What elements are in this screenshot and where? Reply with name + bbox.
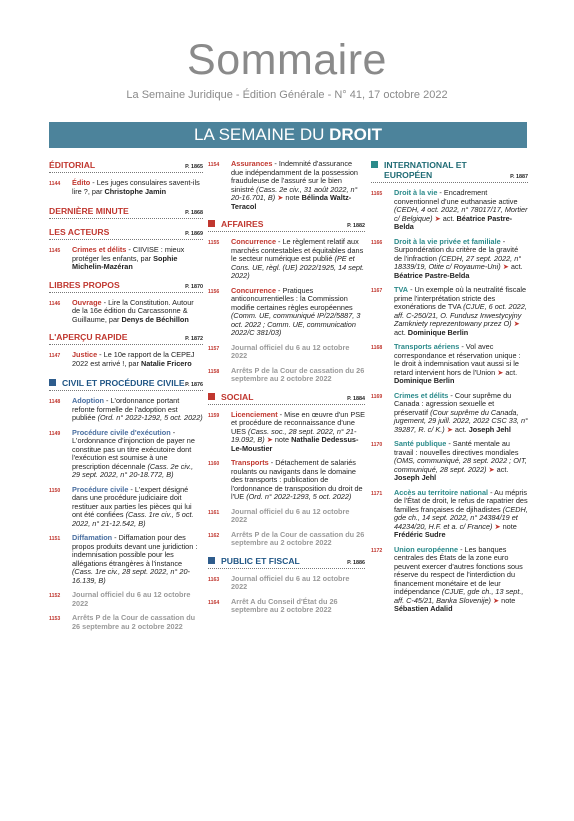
arrow-icon: ➤ (446, 424, 453, 434)
entry-reference: (CJUE, 6 oct. 2022, aff. C-250/21, O. Fundusz Inwestycyjny Zamkniety reprezentowany przez O) (394, 302, 527, 328)
entry-note: note (285, 193, 302, 202)
arrow-icon: ➤ (488, 464, 495, 474)
toc-entry[interactable] (49, 534, 203, 585)
section-libres-propos (49, 280, 203, 293)
entry-note: act. (505, 367, 518, 377)
toc-entry[interactable] (208, 531, 365, 548)
entry-note: act. (454, 424, 469, 434)
entry-body: - Au mépris de l'État de droit, le refus de rapatrier des familles françaises de djihadistes (394, 487, 528, 514)
square-icon (208, 393, 215, 400)
section-title: L'APERÇU RAPIDE (49, 332, 128, 342)
entry-number: 1158 (208, 368, 220, 375)
section-public-fiscal (208, 556, 365, 569)
entry-body: - Un exemple où la neutralité fiscale prime l'interprétation stricte des exonérations de TVA (394, 285, 527, 311)
entry-reference: (Ord. n° 2022-1293, 5 oct. 2022) (246, 492, 352, 501)
entry-author: Dominique Berlin (407, 327, 469, 337)
entry-note: act. (394, 327, 408, 337)
toc-entry[interactable] (371, 343, 528, 386)
entry-number: 1170 (371, 442, 383, 448)
entry-author: Frédéric Sudre (394, 530, 446, 539)
entry-reference: (Cass. 2e civ., 31 août 2022, n° 20-16.701, B) (231, 184, 358, 202)
entry-author: Béatrice Pastre-Belda (394, 213, 513, 231)
entry-body: - Détachement de salariés roulants ou navigants dans le domaine des transports : publication de l'ordonnance de transposition du droit de l'UE (231, 458, 363, 501)
entry-body: - Cour suprême du Canada : agression sexuelle et préservatif (394, 390, 512, 417)
entry-reference: (CJUE, gde ch., 13 sept., aff. C-45/21, Banka Slovenije) (394, 587, 524, 605)
entry-category: Crimes et délits (72, 245, 127, 254)
entry-number: 1166 (371, 239, 383, 246)
section-page: P. 1882 (347, 223, 365, 229)
entry-author: Sophie Michelin-Mazéran (72, 253, 178, 271)
entry-category: Arrêts P de la Cour de cassation du 26 septembre au 2 octobre 2022 (231, 529, 365, 547)
entry-reference: (Ord. n° 2022-1292, 5 oct. 2022) (97, 413, 203, 422)
section-title: CIVIL ET PROCÉDURE CIVILE (62, 378, 185, 388)
entry-reference: (OMS, communiqué, 28 sept. 2022 ; OIT, communiqué, 28 sept. 2022) (394, 456, 527, 474)
section-page: P. 1887 (510, 174, 528, 180)
column-left (49, 160, 203, 637)
entry-body: - Les banques centrales des États de la zone euro peuvent exercer d'autres fonctions sous réserve du respect de l'interdiction du financement monétaire et de leur indépendance (394, 544, 523, 596)
entry-category: Ouvrage (72, 297, 102, 307)
section-civil (49, 378, 203, 391)
entry-note: note (501, 595, 516, 605)
toc-entry[interactable] (371, 286, 528, 337)
section-title: ÉDITORIAL (49, 160, 96, 170)
entry-category: Procédure civile d'exécution (72, 427, 171, 437)
section-page: P. 1865 (185, 164, 203, 170)
section-derniere-minute (49, 206, 203, 219)
entry-note: act. (510, 262, 523, 271)
entry-category: Transports (231, 458, 269, 467)
entry-category: Concurrence (231, 285, 277, 295)
entry-author: Joseph Jehl (394, 473, 437, 482)
entry-author: Christophe Jamin (104, 186, 167, 196)
square-icon (49, 379, 56, 386)
arrow-icon: ➤ (513, 319, 520, 328)
toc-entry[interactable] (49, 429, 203, 480)
section-editorial (49, 160, 203, 173)
entry-reference: (Cass. 2e civ., 29 sept. 2022, n° 20-18.772, B) (72, 461, 194, 479)
entry-author: Bélinda Waltz-Teracol (231, 193, 352, 211)
entry-number: 1150 (49, 487, 61, 494)
entry-author: Natalie Fricero (140, 358, 192, 368)
section-page: P. 1872 (185, 336, 203, 342)
entry-category: Crimes et délits (394, 390, 449, 400)
entry-number: 1154 (208, 162, 220, 168)
entry-body: - Indemnité d'assurance due indépendamment de la possession frauduleuse de l'assuré sur le bien sinistré (231, 159, 358, 194)
section-page: P. 1869 (185, 231, 203, 237)
entry-number: 1169 (371, 393, 383, 400)
toc-entry[interactable] (371, 489, 528, 540)
entry-number: 1161 (208, 509, 220, 516)
toc-entry[interactable] (208, 344, 365, 361)
toc-entry[interactable] (371, 189, 528, 232)
entry-reference: (Cass. 1re civ., 5 oct. 2022, n° 21-12.542, B) (72, 510, 194, 528)
toc-entry[interactable] (49, 246, 203, 272)
entry-number: 1149 (49, 430, 61, 437)
entry-number: 1145 (49, 248, 61, 254)
entry-body: - Mise en œuvre d'un PSE et procédure de reconnaissance d'une UES (231, 409, 366, 436)
section-affaires (208, 219, 365, 232)
section-band (49, 122, 527, 148)
entry-number: 1164 (208, 599, 220, 606)
entry-category: Droit à la vie privée et familiale (394, 236, 501, 246)
entry-number: 1148 (49, 399, 61, 405)
entry-number: 1162 (208, 532, 220, 539)
toc-entry[interactable] (371, 238, 528, 281)
entry-category: Arrêt A du Conseil d'État du 26 septembre au 2 octobre 2022 (231, 596, 338, 614)
column-middle (208, 160, 365, 621)
toc-entry[interactable] (208, 459, 365, 502)
entry-number: 1168 (371, 345, 383, 351)
band-bold: DROIT (329, 125, 382, 144)
entry-number: 1153 (49, 616, 61, 622)
entry-body: - Encadrement conventionnel d'une euthanasie active (394, 188, 518, 206)
entry-body: - Les juges consulaires savent-ils lire ?, par (72, 178, 200, 196)
toc-entry[interactable] (49, 486, 203, 529)
issue-subtitle: La Semaine Juridique - Édition Générale - N° 41, 17 octobre 2022 (126, 89, 448, 101)
toc-entry[interactable] (49, 614, 203, 631)
toc-entry[interactable] (49, 397, 203, 423)
section-page: P. 1876 (185, 382, 203, 388)
entry-number: 1157 (208, 345, 220, 352)
entry-author: Dominique Berlin (394, 376, 455, 385)
entry-reference: (Comm. UE, communiqué IP/22/5887, 3 oct. 2022 ; Comm. UE, communication 2022/C 381/03) (231, 311, 361, 337)
entry-category: Concurrence (231, 237, 277, 246)
section-title: DERNIÈRE MINUTE (49, 206, 129, 216)
arrow-icon: ➤ (497, 367, 504, 377)
arrow-icon: ➤ (494, 521, 501, 531)
entry-number: 1151 (49, 536, 61, 542)
entry-category: Journal officiel du 6 au 12 octobre 2022 (231, 506, 350, 524)
toc-entry[interactable] (371, 546, 528, 614)
section-title: SOCIAL (221, 391, 254, 402)
square-icon (371, 161, 378, 168)
toc-entry[interactable] (208, 160, 365, 211)
entry-category: Diffamation (72, 533, 113, 542)
entry-number: 1172 (371, 547, 383, 554)
entry-author: Béatrice Pastre-Belda (394, 270, 470, 280)
entry-number: 1167 (371, 288, 383, 294)
entry-note: note (502, 521, 517, 531)
section-acteurs (49, 227, 203, 240)
entry-reference: (Cass. 1re civ., 28 sept. 2022, n° 20-16.139, B) (72, 567, 190, 585)
entry-body: - Pratiques anticoncurrentielles : la Commission modifie certaines règles européennes (231, 285, 353, 312)
entry-category: Assurances (231, 159, 273, 168)
entry-number: 1159 (208, 412, 220, 419)
section-social (208, 392, 365, 405)
entry-category: Journal officiel du 6 au 12 octobre 2022 (72, 590, 191, 608)
section-apercu-rapide (49, 332, 203, 345)
entry-reference: (Cour suprême du Canada, jugement, 29 juill. 2022, 2022 CSC 33, n° 39287, R. c/ K.) (394, 407, 528, 434)
entry-category: Journal officiel du 6 au 12 octobre 2022 (231, 573, 350, 591)
toc-entry[interactable] (208, 367, 365, 384)
entry-body: - L'expert désigné dans une procédure judiciaire doit restituer aux parties les pièces qui lui ont été confiées (72, 484, 192, 519)
entry-category: Accès au territoire national (394, 487, 489, 497)
section-title: LES ACTEURS (49, 227, 110, 237)
entry-author: Joseph Jehl (468, 424, 511, 434)
section-title: PUBLIC ET FISCAL (221, 555, 300, 566)
band-prefix: LA SEMAINE DU (194, 125, 330, 144)
section-page: P. 1868 (185, 210, 203, 216)
section-title: LIBRES PROPOS (49, 279, 120, 290)
entry-category: Arrêts P de la Cour de cassation du 26 septembre au 2 octobre 2022 (72, 613, 196, 631)
entry-author: Denys de Béchillon (121, 314, 189, 324)
toc-entry[interactable] (371, 392, 528, 435)
toc-entry[interactable] (49, 299, 203, 325)
entry-number: 1171 (371, 490, 383, 497)
entry-number: 1156 (208, 288, 220, 295)
entry-category: TVA (394, 285, 409, 294)
entry-category: Justice (72, 350, 98, 359)
entry-category: Droit à la vie (394, 188, 438, 197)
entry-category: Procédure civile (72, 484, 129, 494)
toc-entry[interactable] (208, 575, 365, 592)
entry-body: - Le règlement relatif aux marchés contestables et équitables dans le secteur numérique est publié (231, 237, 364, 263)
entry-reference: (CEDH, 27 sept. 2022, n° 18339/19, Otite c/ Royaume-Uni) (394, 253, 522, 271)
toc-entry[interactable] (49, 591, 203, 608)
entry-author: Sébastien Adalid (394, 604, 453, 613)
toc-entry[interactable] (371, 440, 528, 483)
entry-body: - L'ordonnance portant refonte formelle de l'adoption est publiée (72, 396, 180, 422)
section-page: P. 1870 (185, 283, 203, 290)
section-page: P. 1884 (347, 395, 365, 402)
entry-author: Nathalie Dedessus-Le-Moustier (231, 435, 359, 453)
entry-reference: (Cass. soc., 28 sept. 2022, n° 21-19.092, B) (231, 426, 357, 444)
arrow-icon: ➤ (492, 595, 500, 605)
entry-body: - Le 10e rapport de la CEPEJ 2022 est arrivé !, par (72, 350, 195, 368)
toc-entry[interactable] (208, 287, 365, 338)
toc-entry[interactable] (208, 508, 365, 525)
page-title: Sommaire (187, 36, 387, 84)
toc-entry[interactable] (208, 411, 365, 454)
toc-entry[interactable] (49, 351, 203, 368)
section-title: INTERNATIONAL ET EUROPÉEN (384, 160, 467, 180)
entry-number: 1144 (49, 181, 61, 187)
entry-number: 1165 (371, 191, 383, 197)
entry-number: 1152 (49, 593, 61, 599)
entry-reference: (CEDH, gde ch., 14 sept. 2022, n° 24384/19 et 44234/20, H.F. et a. c/ France) (394, 504, 528, 531)
section-international (371, 160, 528, 183)
entry-category: Adoption (72, 396, 105, 405)
entry-category: Arrêts P de la Cour de cassation du 26 septembre au 2 octobre 2022 (231, 365, 365, 383)
entry-category: Transports aériens (394, 342, 460, 351)
toc-entry[interactable] (208, 238, 365, 281)
entry-category: Santé publique (394, 439, 447, 448)
toc-entry[interactable] (49, 179, 203, 196)
arrow-icon: ➤ (266, 435, 273, 444)
entry-body: - CIIVISE : mieux protéger les enfants, par (72, 245, 185, 263)
entry-body: - Diffamation pour des propos produits devant une juridiction : indemnisation possible pour les allégations étrangères à l'instance (72, 533, 198, 568)
entry-body: - Santé mentale au travail : nouvelles directives mondiales (394, 439, 519, 457)
entry-number: 1155 (208, 240, 220, 246)
arrow-icon: ➤ (434, 213, 441, 223)
entry-reference: (CEDH, 4 oct. 2022, n° 78017/17, Mortier c/ Belgique) (394, 205, 528, 223)
entry-body: - Lire la Constitution. Autour de la 16e édition du Carcassonne & Guillaume, par (72, 297, 194, 324)
square-icon (208, 220, 215, 227)
entry-category: Union européenne (394, 544, 459, 554)
entry-category: Édito (72, 178, 91, 187)
entry-reference: (PE et Cons. UE, règl. (UE) 2022/1925, 14 sept. 2022) (231, 254, 365, 280)
toc-entry[interactable] (208, 598, 365, 615)
section-page: P. 1886 (347, 559, 365, 566)
section-title: AFFAIRES (221, 219, 264, 229)
entry-note: act. (496, 464, 509, 474)
entry-body: - Vol avec correspondance et réservation unique : le droit à indemnisation vaut aussi si le retard intervient hors de l'Union (394, 342, 521, 377)
entry-number: 1163 (208, 576, 220, 583)
arrow-icon: ➤ (502, 262, 509, 271)
square-icon (208, 557, 215, 564)
entry-number: 1146 (49, 300, 61, 307)
entry-note: note (274, 435, 292, 444)
arrow-icon: ➤ (277, 193, 284, 202)
entry-body: - L'ordonnance d'injonction de payer ne constitue pas un titre exécutoire dont l'exécution est soumise à une prescription décennale (72, 427, 195, 471)
entry-category: Licenciement (231, 409, 278, 419)
entry-category: Journal officiel du 6 au 12 octobre 2022 (231, 342, 350, 360)
entry-number: 1160 (208, 461, 220, 467)
entry-number: 1147 (49, 353, 61, 359)
entry-body: - Surpondération du critère de la gravité de l'infraction (394, 236, 519, 263)
column-right (371, 160, 528, 620)
entry-note: act. (442, 213, 457, 223)
